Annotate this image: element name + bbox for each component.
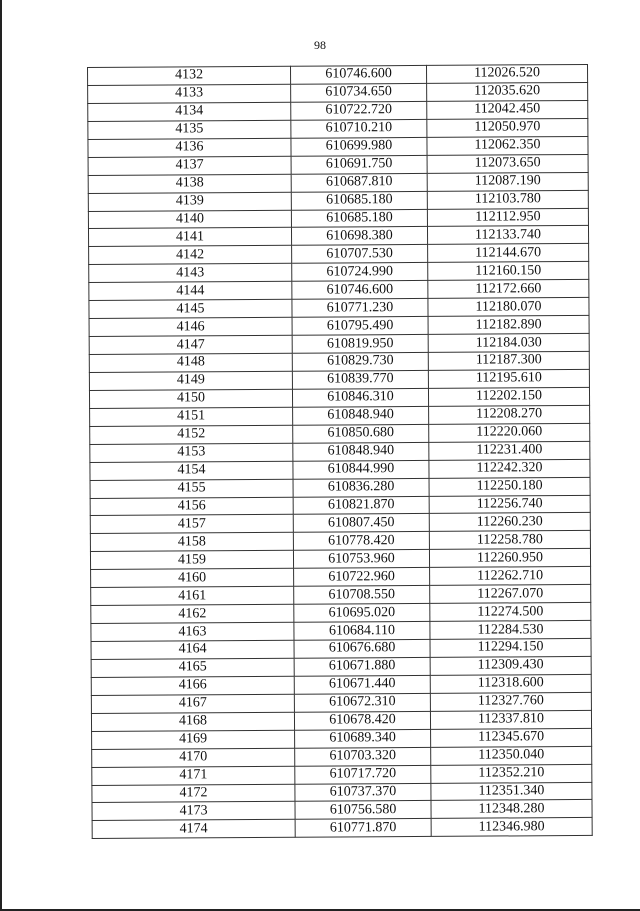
x-coordinate-cell: 610671.440 (294, 675, 430, 694)
y-coordinate-cell: 112035.620 (427, 82, 588, 101)
point-number-cell: 4172 (92, 784, 295, 803)
x-coordinate-cell: 610703.320 (295, 747, 431, 766)
x-coordinate-cell: 610695.020 (294, 604, 430, 623)
x-coordinate-cell: 610689.340 (295, 729, 431, 748)
point-number-cell: 4168 (91, 712, 294, 731)
y-coordinate-cell: 112231.400 (429, 441, 590, 460)
y-coordinate-cell: 112350.040 (431, 746, 592, 765)
y-coordinate-cell: 112352.210 (431, 764, 592, 783)
x-coordinate-cell: 610710.210 (291, 119, 427, 138)
y-coordinate-cell: 112351.340 (431, 782, 592, 801)
y-coordinate-cell: 112250.180 (429, 477, 590, 496)
x-coordinate-cell: 610850.680 (293, 424, 429, 443)
x-coordinate-cell: 610846.310 (292, 388, 428, 407)
y-coordinate-cell: 112042.450 (427, 100, 588, 119)
y-coordinate-cell: 112087.190 (427, 172, 588, 191)
point-number-cell: 4135 (88, 120, 291, 139)
y-coordinate-cell: 112160.150 (428, 262, 589, 281)
y-coordinate-cell: 112103.780 (427, 190, 588, 209)
x-coordinate-cell: 610848.940 (293, 442, 429, 461)
point-number-cell: 4155 (90, 479, 293, 498)
y-coordinate-cell: 112184.030 (428, 334, 589, 353)
y-coordinate-cell: 112309.430 (430, 656, 591, 675)
point-number-cell: 4156 (90, 497, 293, 516)
point-number-cell: 4170 (92, 748, 295, 767)
y-coordinate-cell: 112026.520 (426, 64, 587, 83)
y-coordinate-cell: 112284.530 (430, 620, 591, 639)
x-coordinate-cell: 610756.580 (295, 801, 431, 820)
y-coordinate-cell: 112208.270 (429, 405, 590, 424)
y-coordinate-cell: 112345.670 (431, 728, 592, 747)
x-coordinate-cell: 610753.960 (293, 550, 429, 569)
point-number-cell: 4148 (89, 353, 292, 372)
point-number-cell: 4139 (88, 192, 291, 211)
y-coordinate-cell: 112258.780 (429, 531, 590, 550)
y-coordinate-cell: 112256.740 (429, 495, 590, 514)
y-coordinate-cell: 112062.350 (427, 136, 588, 155)
y-coordinate-cell: 112267.070 (430, 585, 591, 604)
x-coordinate-cell: 610819.950 (292, 334, 428, 353)
y-coordinate-cell: 112144.670 (428, 244, 589, 263)
point-number-cell: 4153 (90, 443, 293, 462)
point-number-cell: 4174 (92, 820, 295, 839)
y-coordinate-cell: 112260.950 (429, 549, 590, 568)
point-number-cell: 4171 (92, 766, 295, 785)
x-coordinate-cell: 610829.730 (292, 352, 428, 371)
x-coordinate-cell: 610844.990 (293, 460, 429, 479)
y-coordinate-cell: 112294.150 (430, 638, 591, 657)
x-coordinate-cell: 610672.310 (294, 693, 430, 712)
point-number-cell: 4144 (89, 282, 292, 301)
x-coordinate-cell: 610717.720 (295, 765, 431, 784)
y-coordinate-cell: 112260.230 (429, 513, 590, 532)
point-number-cell: 4146 (89, 317, 292, 336)
point-number-cell: 4160 (91, 568, 294, 587)
y-coordinate-cell: 112182.890 (428, 316, 589, 335)
x-coordinate-cell: 610676.680 (294, 639, 430, 658)
point-number-cell: 4167 (91, 694, 294, 713)
y-coordinate-cell: 112112.950 (427, 208, 588, 227)
x-coordinate-cell: 610685.180 (291, 209, 427, 228)
x-coordinate-cell: 610684.110 (294, 621, 430, 640)
x-coordinate-cell: 610724.990 (292, 263, 428, 282)
point-number-cell: 4136 (88, 138, 291, 157)
point-number-cell: 4152 (90, 425, 293, 444)
y-coordinate-cell: 112187.300 (428, 351, 589, 370)
x-coordinate-cell: 610821.870 (293, 496, 429, 515)
y-coordinate-cell: 112220.060 (429, 423, 590, 442)
point-number-cell: 4149 (89, 371, 292, 390)
x-coordinate-cell: 610746.600 (292, 281, 428, 300)
x-coordinate-cell: 610771.230 (292, 299, 428, 318)
point-number-cell: 4134 (88, 102, 291, 121)
point-number-cell: 4154 (90, 461, 293, 480)
x-coordinate-cell: 610836.280 (293, 478, 429, 497)
y-coordinate-cell: 112050.970 (427, 118, 588, 137)
point-number-cell: 4159 (90, 551, 293, 570)
point-number-cell: 4133 (88, 84, 291, 103)
y-coordinate-cell: 112262.710 (430, 567, 591, 586)
x-coordinate-cell: 610699.980 (291, 137, 427, 156)
point-number-cell: 4161 (91, 586, 294, 605)
x-coordinate-cell: 610707.530 (292, 245, 428, 264)
coordinates-table-wrapper (87, 64, 592, 839)
point-number-cell: 4166 (91, 676, 294, 695)
y-coordinate-cell: 112073.650 (427, 154, 588, 173)
x-coordinate-cell: 610722.720 (291, 101, 427, 120)
point-number-cell: 4157 (90, 515, 293, 534)
y-coordinate-cell: 112274.500 (430, 603, 591, 622)
y-coordinate-cell: 112133.740 (427, 226, 588, 245)
point-number-cell: 4137 (88, 156, 291, 175)
point-number-cell: 4132 (88, 66, 291, 85)
point-number-cell: 4151 (90, 407, 293, 426)
point-number-cell: 4147 (89, 335, 292, 354)
x-coordinate-cell: 610839.770 (292, 370, 428, 389)
y-coordinate-cell: 112172.660 (428, 280, 589, 299)
x-coordinate-cell: 610771.870 (295, 819, 431, 838)
y-coordinate-cell: 112318.600 (430, 674, 591, 693)
point-number-cell: 4163 (91, 622, 294, 641)
x-coordinate-cell: 610737.370 (295, 783, 431, 802)
y-coordinate-cell: 112202.150 (428, 387, 589, 406)
y-coordinate-cell: 112242.320 (429, 459, 590, 478)
x-coordinate-cell: 610687.810 (291, 173, 427, 192)
y-coordinate-cell: 112337.810 (430, 710, 591, 729)
x-coordinate-cell: 610698.380 (291, 227, 427, 246)
point-number-cell: 4164 (91, 640, 294, 659)
x-coordinate-cell: 610722.960 (294, 568, 430, 587)
y-coordinate-cell: 112348.280 (431, 800, 592, 819)
x-coordinate-cell: 610795.490 (292, 317, 428, 336)
point-number-cell: 4145 (89, 299, 292, 318)
x-coordinate-cell: 610691.750 (291, 155, 427, 174)
point-number-cell: 4138 (88, 174, 291, 193)
point-number-cell: 4169 (92, 730, 295, 749)
x-coordinate-cell: 610708.550 (294, 586, 430, 605)
x-coordinate-cell: 610734.650 (291, 83, 427, 102)
point-number-cell: 4142 (89, 246, 292, 265)
x-coordinate-cell: 610671.880 (294, 657, 430, 676)
coordinates-table-body (88, 64, 593, 838)
x-coordinate-cell: 610848.940 (293, 406, 429, 425)
table-row (92, 818, 592, 839)
x-coordinate-cell: 610807.450 (293, 514, 429, 533)
point-number-cell: 4140 (88, 210, 291, 229)
y-coordinate-cell: 112346.980 (431, 818, 592, 837)
point-number-cell: 4158 (90, 533, 293, 552)
y-coordinate-cell: 112180.070 (428, 298, 589, 317)
point-number-cell: 4162 (91, 604, 294, 623)
point-number-cell: 4165 (91, 658, 294, 677)
x-coordinate-cell: 610685.180 (291, 191, 427, 210)
point-number-cell: 4173 (92, 802, 295, 821)
point-number-cell: 4143 (89, 264, 292, 283)
point-number-cell: 4150 (89, 389, 292, 408)
x-coordinate-cell: 610746.600 (290, 65, 426, 84)
x-coordinate-cell: 610678.420 (294, 711, 430, 730)
y-coordinate-cell: 112327.760 (430, 692, 591, 711)
coordinates-table (87, 64, 593, 839)
point-number-cell: 4141 (88, 228, 291, 247)
page-number: 98 (314, 38, 326, 52)
x-coordinate-cell: 610778.420 (293, 532, 429, 551)
y-coordinate-cell: 112195.610 (428, 369, 589, 388)
